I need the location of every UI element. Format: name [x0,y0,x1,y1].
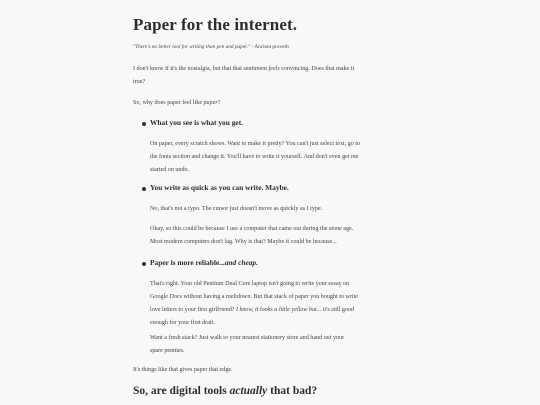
point-2-line-2: Most modern computers don't lag. Why is that? Maybe it could be because... [150,239,337,245]
point-1-paragraph [150,138,420,177]
section-heading-text-1: So, are digital tools [133,385,230,397]
question-text-1: So, why does paper feel like [133,100,204,106]
point-1-line-3: started on undo. [150,167,190,173]
point-3-title-emphasis: and cheap. [224,258,258,267]
point-3-line-5: Want a fresh stack? Just walk to your nearest stationery store and hand out your [150,335,345,341]
intro-text-1: I don't know if it's the nostalgia, but that that sentiment [133,66,269,72]
point-3-line-3-emphasis: I know, it looks a little yellow but... [235,307,322,313]
point-2-paragraph-2 [150,223,420,249]
point-3-paragraph-1 [150,278,420,330]
point-1-line-2: the fonts section and change it. You'll have to write it yourself. And don't even get me [150,154,359,160]
quote-text: "There's no better tool for writing than pen and paper." [133,44,251,50]
intro-text-2: convincing. Does that make it [279,66,355,72]
intro-emphasis: feels [268,66,280,72]
point-3-line-6: spare pennies. [150,348,185,354]
question-emphasis: paper [203,100,218,106]
point-3-paragraph-2 [150,332,420,358]
intro-paragraph [133,63,423,89]
section-heading [133,385,317,397]
quote-attribution: - Ancient proverb [250,44,289,50]
point-3-title-text: Paper is more reliable... [150,258,225,267]
epigraph-quote [133,44,289,50]
point-3-title [150,258,258,267]
article-title: Paper for the internet. [133,15,298,34]
intro-text-3: true? [133,79,146,85]
bullet-marker [142,122,146,126]
point-2-paragraph-1: No, that's not a typo. The cursor just doesn't move as quickly as I type. [150,206,323,212]
point-3-line-3b: it's still good [321,307,355,313]
point-3-line-3a: love letters to your first girlfriend? [150,307,236,313]
point-3-line-1: That's right. Your old Pentium Dual Core laptop isn't going to write your essay on [150,281,350,287]
closing-paragraph: It's things like that gives paper that edge. [133,367,233,373]
question-text-2: ? [217,100,221,106]
section-heading-text-2: that bad? [267,385,318,397]
point-1-line-1: On paper, every scratch shows. Want to make it pretty? You can't just select text, go to [150,141,361,147]
section-heading-emphasis: actually [229,385,268,397]
bullet-marker [142,187,146,191]
point-1-title: What you see is what you get. [150,118,243,127]
point-3-line-2: Google Docs without having a meltdown. But that stack of paper you bought to write [150,294,358,300]
point-3-line-4: enough for your first draft. [150,320,216,326]
question-paragraph [133,97,221,110]
point-2-title: You write as quick as you can write. Maybe. [150,183,289,192]
bullet-marker [142,262,146,266]
point-2-line-1: Okay, so this could be because I use a computer that came out during the stone age. [150,226,354,232]
